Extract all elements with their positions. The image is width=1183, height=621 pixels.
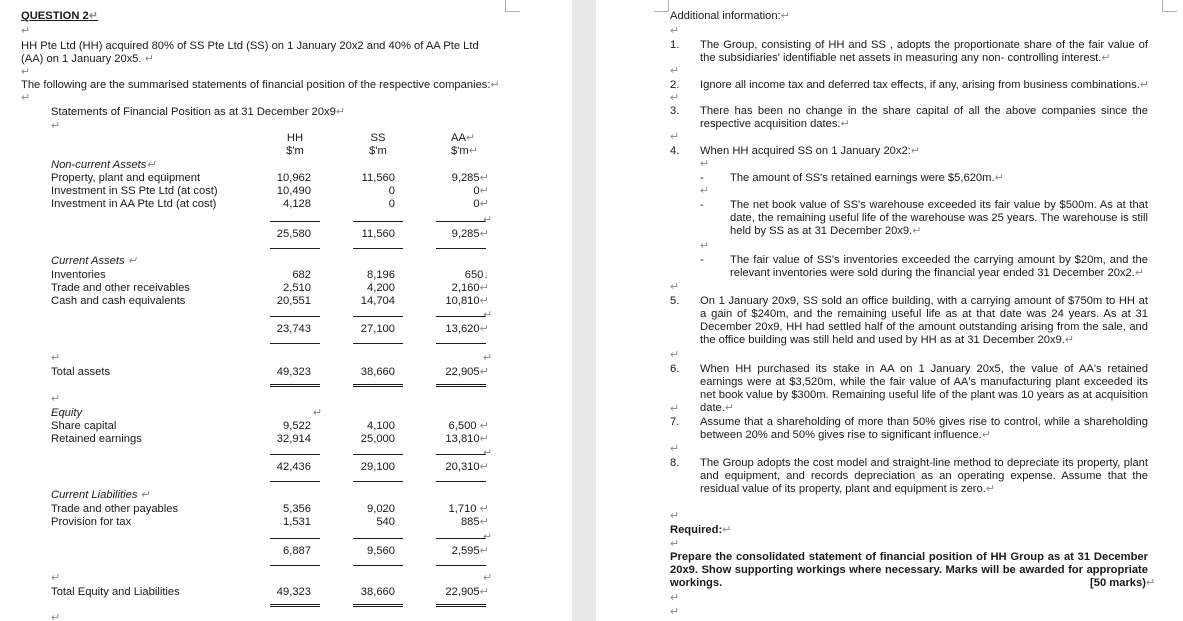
item-text-content: The Group, consisting of HH and SS , adopts the proportionate share of the fair value of the subsidiaries' identifiable net assets in measuring any non- controlling interest. [700, 39, 1148, 64]
subtotal-hh: 42,436 [276, 461, 311, 473]
item-number: 1. [670, 39, 680, 51]
double-rule-line [353, 604, 403, 607]
cell-hh: 10,962 [276, 172, 311, 184]
item-text [700, 416, 1148, 442]
rule-line [436, 248, 486, 249]
rule-line [353, 248, 403, 249]
equity-heading: Equity [51, 407, 83, 419]
paragraph-mark-icon: ↵ [670, 403, 680, 415]
total-ss: 38,660 [360, 586, 395, 598]
question-title-text: QUESTION 2 [21, 10, 89, 22]
paragraph-mark-icon: ↵ [700, 158, 710, 170]
nca-heading [51, 159, 156, 172]
paragraph-mark-icon: ↵ [127, 255, 138, 267]
total-aa-value: 22,905 [445, 586, 480, 598]
paragraph-mark-icon: ↓ [483, 269, 489, 281]
rule-line [353, 454, 403, 455]
cell-ss: 540 [376, 516, 395, 528]
cell-aa-value: 13,810 [445, 433, 480, 445]
paragraph-mark-icon: ↵ [483, 309, 493, 321]
column-name: HH [286, 132, 304, 144]
paragraph-mark-icon: ↵ [468, 145, 479, 157]
subtotal-ss: 27,100 [360, 323, 395, 335]
intro-line-2 [21, 53, 154, 66]
rule-line [436, 538, 486, 539]
nca-heading-text: Non-current Assets [51, 159, 147, 171]
cell-aa [424, 172, 489, 185]
subtotal-hh: 6,887 [283, 545, 311, 557]
cell-hh: 9,522 [283, 420, 311, 432]
row-label: Share capital [51, 420, 117, 432]
left-page [0, 0, 572, 621]
paragraph-mark-icon: ↵ [1145, 577, 1156, 589]
rule-line [436, 454, 486, 455]
cl-heading [51, 489, 150, 502]
paragraph-mark-icon: ↵ [479, 503, 489, 515]
paragraph-mark-icon: ↵ [313, 407, 323, 419]
cell-ss: 0 [388, 198, 395, 210]
item-number: 3. [670, 105, 680, 117]
crop-mark [505, 0, 520, 12]
sub-item-dash: - [700, 254, 704, 266]
sub-item-dash: - [700, 199, 704, 211]
item-text-content: There has been no change in the share capital of all the above companies since the respective acquisition dates. [700, 105, 1148, 130]
double-rule-line [270, 604, 320, 607]
paragraph-mark-icon: ↵ [21, 66, 31, 78]
sub-item-text-content: The fair value of SS's inventories exceeded the carrying amount by $20m, and the relevant inventories were sold during the financial year ended 31 December 20x2. [730, 254, 1148, 279]
paragraph-mark-icon: ↵ [21, 92, 31, 104]
cl-heading-text: Current Liabilities [51, 489, 138, 501]
cell-aa [424, 295, 489, 308]
column-name: AA [451, 132, 466, 144]
item-text [700, 145, 1148, 158]
total-hh: 49,323 [276, 586, 311, 598]
paragraph-mark-icon: ↵ [670, 65, 680, 77]
paragraph-mark-icon: ↵ [670, 281, 680, 293]
sofp-title-text: Statements of Financial Position as at 31 December 20x9 [51, 106, 336, 118]
crop-mark [654, 0, 669, 12]
cell-aa [424, 503, 489, 516]
additional-info-heading [670, 10, 790, 23]
cell-aa-value: 0 [473, 185, 480, 197]
row-label: Trade and other receivables [51, 282, 190, 294]
rule-line [270, 248, 320, 249]
item-text [700, 105, 1148, 131]
rule-line [353, 221, 403, 222]
item-text-content: The Group adopts the cost model and straight-line method to depreciate its property, plant and equipment, and records depreciation as an operating expense. Assume that the residual value of its property, plant and equipment is zero. [700, 457, 1148, 495]
paragraph-mark-icon: ↵ [1064, 334, 1075, 346]
paragraph-mark-icon: ↵ [700, 185, 710, 197]
row-label: Trade and other payables [51, 503, 179, 515]
paragraph-mark-icon: ↵ [479, 461, 489, 473]
total-hh: 49,323 [276, 366, 311, 378]
sub-item-text [730, 254, 1148, 280]
paragraph-mark-icon: ↵ [140, 489, 150, 501]
question-title [21, 10, 98, 23]
column-unit: $'m [286, 145, 304, 157]
cell-ss: 4,100 [367, 420, 395, 432]
cell-aa-value: 885 [460, 516, 480, 528]
double-rule-line [436, 604, 486, 607]
item-number: 5. [670, 295, 680, 307]
rule-line [353, 565, 403, 566]
cell-aa [424, 420, 489, 433]
cell-hh: 10,490 [276, 185, 311, 197]
rule-line [270, 481, 320, 482]
cell-ss: 25,000 [360, 433, 395, 445]
paragraph-mark-icon: ↵ [479, 295, 489, 307]
cell-aa [424, 185, 489, 198]
rule-line [270, 565, 320, 566]
rule-line [270, 343, 320, 344]
row-label: Total Equity and Liabilities [51, 586, 180, 598]
paragraph-mark-icon: ↵ [479, 545, 489, 557]
paragraph-mark-icon: ↵ [479, 516, 489, 528]
subtotal-aa-value: 9,285 [451, 228, 480, 240]
paragraph-mark-icon: ↵ [51, 120, 61, 132]
paragraph-mark-icon: ↵ [146, 159, 156, 171]
rule-line [436, 481, 486, 482]
item-text-content: Assume that a shareholding of more than 50% gives rise to control, while a shareholding between 20% and 50% gives rise to significant influence. [700, 416, 1148, 441]
cell-aa [424, 269, 489, 282]
sofp-title [51, 106, 345, 119]
marks-label [1090, 577, 1155, 590]
item-number: 6. [670, 363, 680, 375]
sub-item-text [730, 199, 1148, 238]
rule-line [436, 316, 486, 317]
rule-line [436, 565, 486, 566]
marks-label-text: [50 marks) [1090, 577, 1146, 589]
paragraph-mark-icon: ↵ [51, 393, 61, 405]
cell-aa-value: 1,710 [448, 503, 477, 515]
row-label: Total assets [51, 366, 111, 378]
paragraph-mark-icon: ↵ [88, 10, 99, 22]
paragraph-mark-icon: ↵ [144, 53, 155, 65]
paragraph-mark-icon: ↵ [479, 420, 489, 432]
paragraph-mark-icon: ↵ [985, 483, 996, 495]
paragraph-mark-icon: ↵ [724, 402, 735, 414]
sub-item-text-content: The amount of SS's retained earnings were $5,620m. [730, 172, 995, 184]
total-ss: 38,660 [360, 366, 395, 378]
paragraph-mark-icon: ↵ [479, 586, 489, 598]
paragraph-mark-icon: ↵ [670, 538, 680, 550]
paragraph-mark-icon: ↵ [479, 185, 489, 197]
item-number: 7. [670, 416, 680, 428]
crop-mark [1162, 0, 1177, 12]
cell-hh: 32,914 [276, 433, 311, 445]
cell-ss: 4,200 [367, 282, 395, 294]
additional-info-heading-text: Additional information: [670, 10, 781, 22]
page-gutter [572, 0, 596, 621]
rule-line [436, 221, 486, 222]
sub-item-text [730, 172, 1148, 185]
paragraph-mark-icon: ↵ [670, 131, 680, 143]
paragraph-mark-icon: ↵ [483, 531, 493, 543]
paragraph-mark-icon: ↵ [51, 352, 61, 364]
paragraph-mark-icon: ↵ [51, 612, 61, 621]
paragraph-mark-icon: ↵ [912, 225, 922, 237]
paragraph-mark-icon: ↵ [1134, 267, 1145, 279]
item-text [700, 79, 1152, 92]
double-rule-line [436, 384, 486, 387]
paragraph-mark-icon: ↵ [490, 79, 500, 91]
subtotal-ss: 9,560 [367, 545, 395, 557]
rule-line [353, 316, 403, 317]
subtotal-aa [424, 323, 489, 336]
row-label: Retained earnings [51, 433, 142, 445]
row-label: Cash and cash equivalents [51, 295, 186, 307]
subtotal-ss: 11,560 [361, 228, 395, 240]
paragraph-mark-icon: ↵ [479, 323, 489, 335]
item-text-content: When HH acquired SS on 1 January 20x2: [700, 145, 911, 157]
paragraph-mark-icon: ↵ [483, 352, 493, 364]
cell-aa-value: 2,160 [451, 282, 480, 294]
paragraph-mark-icon: ↵ [1101, 52, 1111, 64]
column-header-aa [451, 132, 478, 158]
ca-heading-text: Current Assets [51, 255, 125, 267]
subtotal-ss: 29,100 [360, 461, 395, 473]
paragraph-mark-icon: ↵ [483, 214, 493, 226]
sub-item-dash: - [700, 172, 704, 184]
paragraph-mark-icon: ↵ [670, 443, 680, 455]
paragraph-mark-icon: ↵ [479, 282, 489, 294]
paragraph-mark-icon: ↵ [910, 145, 921, 157]
paragraph-mark-icon: ↵ [722, 524, 732, 536]
item-text-content: On 1 January 20x9, SS sold an office building, with a carrying amount of $750m to HH at a gain of $240m, and the remaining useful life as at that date was 24 years. As at 31 December 20x9, HH had settled half of the amount outstanding arising from the sale, and the office building was still held and used by HH as at 31 December 20x9. [700, 295, 1148, 346]
column-header-ss [368, 132, 388, 158]
rule-line [270, 454, 320, 455]
paragraph-mark-icon: ↵ [994, 172, 1004, 184]
item-text-content: Ignore all income tax and deferred tax effects, if any, arising from business combinations. [700, 79, 1140, 91]
required-label-text: Required: [670, 524, 723, 536]
subtotal-aa [424, 228, 489, 241]
cell-aa [424, 516, 489, 529]
cell-ss: 9,020 [367, 503, 395, 515]
column-name: SS [370, 132, 386, 144]
cell-aa-value: 650 [464, 269, 484, 281]
intro-line-1: HH Pte Ltd (HH) acquired 80% of SS Pte Ltd (SS) on 1 January 20x2 and 40% of AA Pte Ltd [21, 40, 479, 52]
row-label: Investment in SS Pte Ltd (at cost) [51, 185, 218, 197]
paragraph-mark-icon: ↵ [465, 132, 476, 144]
rule-line [270, 538, 320, 539]
paragraph-mark-icon: ↵ [981, 429, 992, 441]
subtotal-hh: 25,580 [276, 228, 311, 240]
item-text [700, 363, 1148, 415]
cell-hh: 4,128 [283, 198, 311, 210]
cell-ss: 14,704 [360, 295, 395, 307]
paragraph-mark-icon: ↵ [670, 25, 680, 37]
paragraph-mark-icon: ↵ [483, 572, 493, 584]
cell-aa-value: 9,285 [451, 172, 480, 184]
cell-aa-value: 10,810 [445, 295, 480, 307]
subtotal-aa-value: 13,620 [445, 323, 480, 335]
paragraph-mark-icon: ↵ [479, 228, 489, 240]
item-number: 4. [670, 145, 680, 157]
intro-line-2-text: (AA) on 1 January 20x5. [21, 53, 142, 65]
row-label: Provision for tax [51, 516, 132, 528]
column-unit: $'m [451, 145, 469, 157]
row-label: Property, plant and equipment [51, 172, 201, 184]
paragraph-mark-icon: ↵ [21, 25, 31, 37]
cell-aa [424, 282, 489, 295]
intro-line-3-text: The following are the summarised statements of financial position of the respective companies: [21, 79, 491, 91]
row-label: Inventories [51, 269, 106, 281]
cell-hh: 5,356 [283, 503, 311, 515]
rule-line [270, 221, 320, 222]
paragraph-mark-icon: ↵ [670, 592, 680, 604]
subtotal-aa-value: 2,595 [451, 545, 480, 557]
paragraph-mark-icon: ↵ [840, 118, 850, 130]
double-rule-line [353, 384, 403, 387]
total-aa [424, 586, 489, 599]
cell-aa [424, 433, 489, 446]
right-page [596, 0, 1183, 621]
sub-item-text-content: The net book value of SS's warehouse exceeded its fair value by $500m. As at that date, the remaining useful life of the warehouse was 25 years. The warehouse is still held by SS as at 31 December 20x9. [730, 199, 1148, 237]
item-text [700, 295, 1148, 347]
paragraph-mark-icon: ↵ [780, 10, 791, 22]
total-aa-value: 22,905 [445, 366, 480, 378]
cell-hh: 1,531 [283, 516, 311, 528]
total-aa [424, 366, 489, 379]
subtotal-aa [424, 545, 489, 558]
paragraph-mark-icon: ↵ [483, 447, 493, 459]
paragraph-mark-icon: ↵ [479, 366, 489, 378]
paragraph-mark-icon: ↵ [670, 606, 680, 618]
rule-line [353, 343, 403, 344]
paragraph-mark-icon: ↵ [335, 106, 346, 118]
cell-aa [424, 198, 489, 211]
cell-ss: 0 [388, 185, 395, 197]
intro-line-3 [21, 79, 500, 92]
column-unit: $'m [369, 145, 387, 157]
cell-hh: 2,510 [283, 282, 311, 294]
paragraph-mark-icon: ↵ [51, 572, 61, 584]
item-text-content: When HH purchased its stake in AA on 1 January 20x5, the value of AA's retained earnings were at $3,520m, while the fair value of AA's manufacturing plant exceeded its net book value by $300m. Remaining useful life of the plant was 10 years as at acquisition date. [700, 363, 1148, 414]
paragraph-mark-icon: ↵ [479, 172, 489, 184]
item-number: 8. [670, 457, 680, 469]
paragraph-mark-icon: ↵ [700, 240, 710, 252]
rule-line [353, 538, 403, 539]
double-rule-line [270, 384, 320, 387]
paragraph-mark-icon: ↵ [670, 92, 680, 104]
paragraph-mark-icon: ↵ [1139, 79, 1150, 91]
subtotal-aa-value: 20,310 [445, 461, 480, 473]
item-number: 2. [670, 79, 680, 91]
rule-line [436, 343, 486, 344]
paragraph-mark-icon: ↵ [479, 198, 489, 210]
cell-ss: 11,560 [361, 172, 395, 184]
required-text: Prepare the consolidated statement of financial position of HH Group as at 31 December 20x9. Show supporting workings where necessary. Marks will be awarded for appropriate workings. [670, 551, 1148, 589]
cell-aa-value: 0 [473, 198, 480, 210]
column-header-hh [285, 132, 305, 158]
required-label [670, 524, 732, 537]
ca-heading [51, 255, 137, 268]
rule-line [270, 316, 320, 317]
item-text [700, 457, 1148, 496]
item-text [700, 39, 1148, 65]
cell-aa-value: 6,500 [448, 420, 477, 432]
subtotal-hh: 23,743 [276, 323, 311, 335]
cell-ss: 8,196 [367, 269, 395, 281]
rule-line [353, 481, 403, 482]
subtotal-aa [424, 461, 489, 474]
cell-hh: 682 [292, 269, 311, 281]
row-label: Investment in AA Pte Ltd (at cost) [51, 198, 217, 210]
paragraph-mark-icon: ↵ [670, 510, 680, 522]
paragraph-mark-icon: ↵ [479, 433, 489, 445]
cell-hh: 20,551 [276, 295, 311, 307]
paragraph-mark-icon: ↵ [670, 349, 680, 361]
